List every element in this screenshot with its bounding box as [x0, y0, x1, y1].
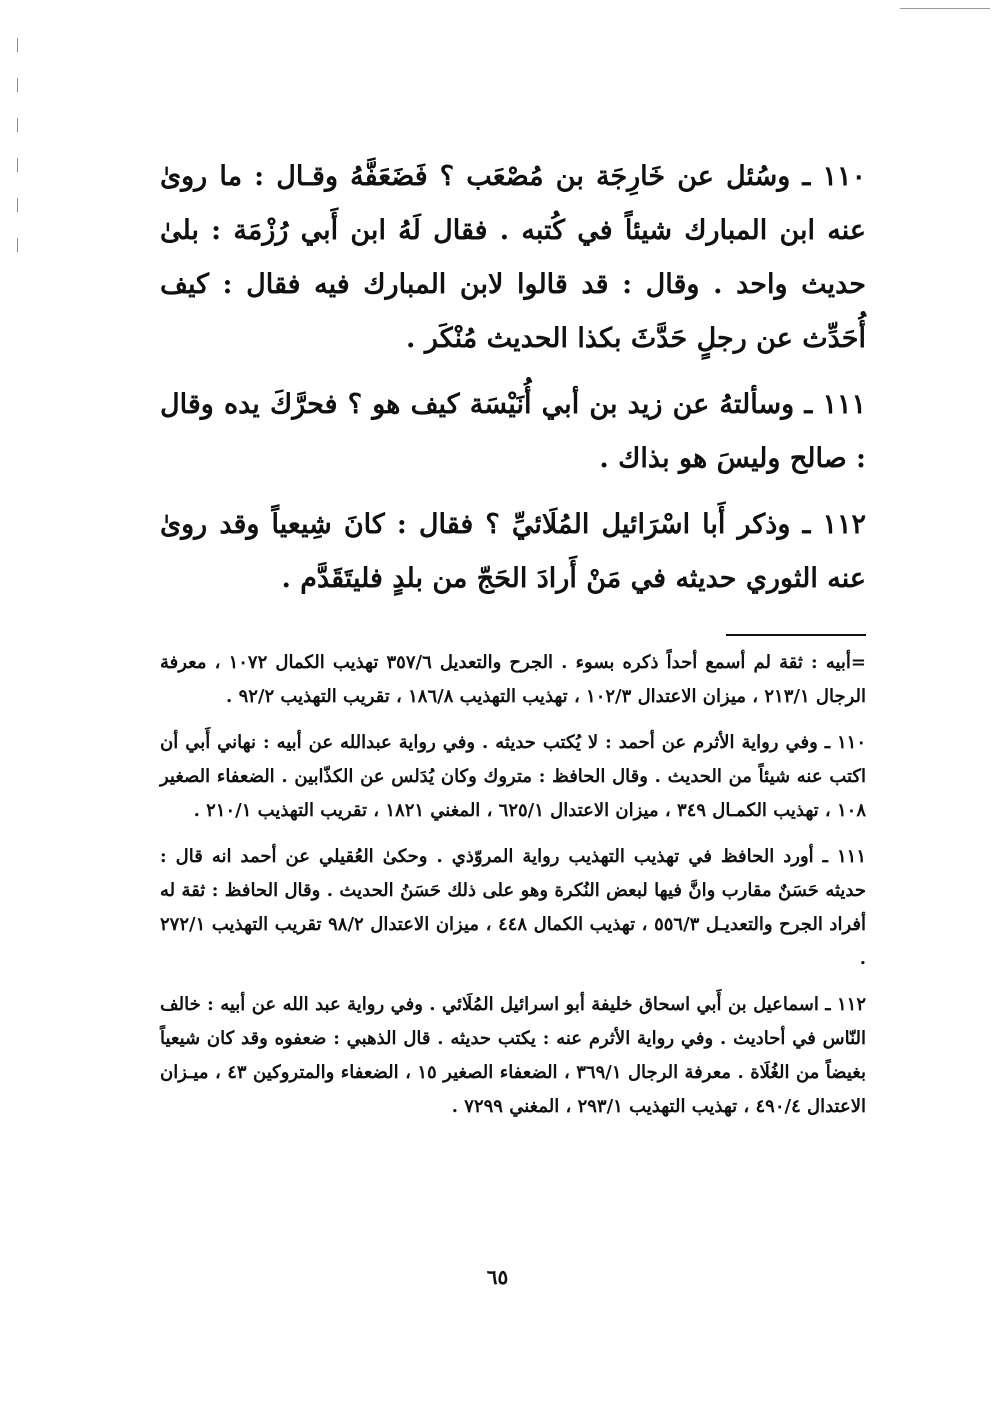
entry-111: ١١١ ـ وسألتهُ عن زيد بن أبي أُنَيْسَة كيف هو ؟ فحرَّكَ يده وقال : صالح وليسَ هو بذاك . [160, 389, 866, 474]
footnote-separator [726, 634, 866, 636]
footnote-112: ١١٢ ـ اسماعيل بن أَبي اسحاق خليفة أبو اسرائيل المُلَائي . وفي رواية عبد الله عن أبيه : خالف النّاس في أحاديث . وفي رواية الأثرم عنه : يكتب حديثه . قال الذهبي : ضعفوه وقد كان شيعياً بغيضاً من الغُلَاة . معرفة الرجال ٣٦٩/١ ، الضعفاء الصغير ١٥ ، الضعفاء والمتروكين ٤٣ ، ميـزان الاعتدال ٤٩٠/٤ ، تهذيب التهذيب ٢٩٣/١ ، المغني ٧٢٩٩ . [160, 994, 866, 1117]
footnotes [160, 646, 866, 1124]
page-number: ٦٥ [486, 1265, 509, 1289]
main-text [160, 150, 866, 606]
scan-edge-line [900, 8, 990, 9]
entry-110: ١١٠ ـ وسُئل عن خَارِجَة بن مُصْعَب ؟ فَضَعَفَّهُ وقـال : ما روىٰ عنه ابن المبارك شيئاً في كُتبه . فقال لَهُ ابن أَبي رُزْمَة : بلىٰ حديث واحد . وقال : قد قالوا لابن المبارك فيه فقال : كيف أُحَدِّث عن رجلٍ حَدَّثَ بكذا الحديث مُنْكَر . [160, 161, 866, 354]
entry-112: ١١٢ ـ وذكر أَبا اسْرَائيل المُلَائيِّ ؟ فقال : كانَ شِيعياً وقد روىٰ عنه الثوري حديثه في مَنْ أَرادَ الحَجّ من بلدٍ فليتَقَدَّم . [160, 509, 866, 594]
footnote-continued: =أبيه : ثقة لم أسمع أحداً ذكره بسوء . الجرح والتعديل ٣٥٧/٦ تهذيب الكمال ١٠٧٢ ، معرفة الرجال ٢١٣/١ ، ميزان الاعتدال ١٠٢/٣ ، تهذيب التهذيب ١٨٦/٨ ، تقريب التهذيب ٩٢/٢ . [160, 652, 866, 707]
page-body [160, 150, 866, 1136]
scan-margin-marks [17, 38, 19, 278]
footnote-110: ١١٠ ـ وفي رواية الأثرم عن أحمد : لا يُكتب حديثه . وفي رواية عبدالله عن أبيه : نهاني أَبي أن اكتب عنه شيئاً من الحديث . وقال الحافظ : متروك وكان يُدَلس عن الكذّابين . الضعفاء الصغير ١٠٨ ، تهذيب الكمـال ٣٤٩ ، ميزان الاعتدال ٦٢٥/١ ، المغني ١٨٢١ ، تقريب التهذيب ٢١٠/١ . [160, 732, 867, 821]
footnote-111: ١١١ ـ أورد الحافظ في تهذيب التهذيب رواية المروّذي . وحكىٰ العُقيلي عن أحمد انه قال : حديثه حَسَنٌ مقارب وانَّ فيها لبعض النُكرة وهو على ذلك حَسَنُ الحديث . وقال الحافظ : ثقة له أفراد الجرح والتعديـل ٥٥٦/٣ ، تهذيب الكمال ٤٤٨ ، ميزان الاعتدال ٩٨/٢ تقريب التهذيب ٢٧٢/١ . [160, 846, 866, 969]
